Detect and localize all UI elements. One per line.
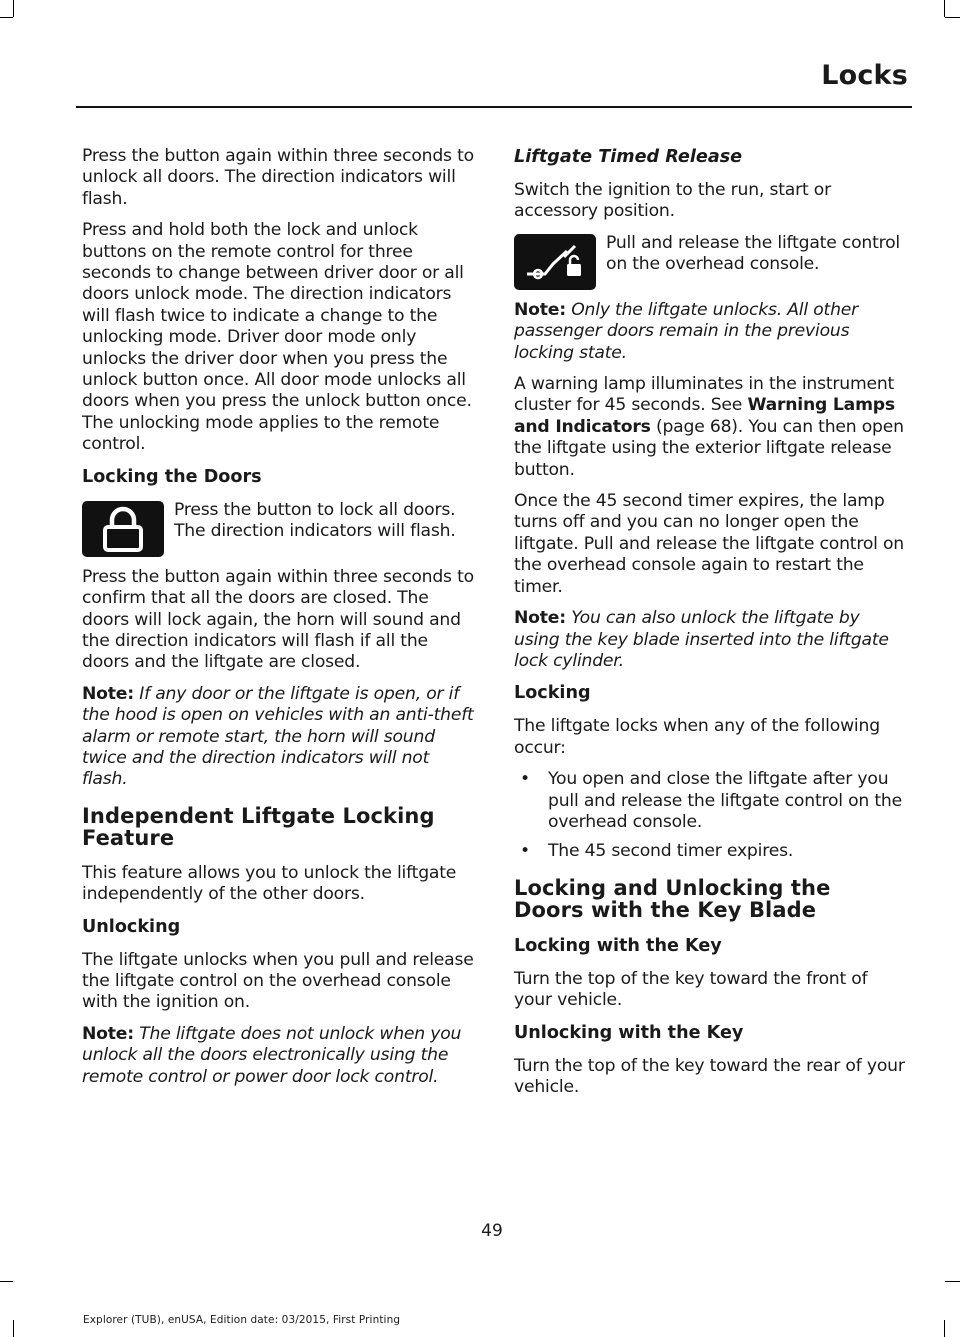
note-text: Only the liftgate unlocks. All other passenger doors remain in the previous locking state. bbox=[514, 299, 859, 363]
crop-mark bbox=[13, 0, 14, 17]
header-rule bbox=[76, 106, 912, 108]
note-label: Note: bbox=[82, 1023, 134, 1044]
bullet-list bbox=[514, 769, 906, 863]
paragraph: This feature allows you to unlock the liftgate independently of the other doors. bbox=[82, 862, 457, 905]
page-title: Locks bbox=[821, 60, 908, 91]
paragraph: Press and hold both the lock and unlock buttons on the remote control for three seconds to change between driver door or all doors unlock mode. The direction indicators will flash twice to indicate a change to the unlocking mode. Driver door mode only unlocks the driver door when you press the unlock button once. All door mode unlocks all doors when you press the unlock button once. The unlocking mode applies to the remote control. bbox=[82, 220, 472, 455]
crop-mark bbox=[13, 1320, 14, 1337]
paragraph: Turn the top of the key toward the rear of your vehicle. bbox=[514, 1055, 905, 1097]
note-label: Note: bbox=[514, 608, 566, 629]
crop-mark bbox=[944, 1320, 945, 1337]
subheading-unlocking: Unlocking bbox=[82, 916, 181, 937]
crop-mark bbox=[0, 1281, 13, 1282]
liftgate-icon-text: Pull and release the liftgate control on the overhead console. bbox=[606, 232, 901, 275]
crop-mark bbox=[945, 17, 960, 18]
subheading-timed-release: Liftgate Timed Release bbox=[514, 147, 743, 167]
cross-reference-link[interactable]: Warning Lamps and Indicators bbox=[514, 395, 895, 437]
paragraph: Once the 45 second timer expires, the lamp turns off and you can no longer open the liftgate. Pull and release the liftgate control on the overhead console again to restart the timer. bbox=[514, 491, 905, 597]
heading-key-blade: Locking and Unlocking the Doors with the Key Blade bbox=[514, 875, 831, 922]
paragraph: Turn the top of the key toward the front of your vehicle. bbox=[514, 968, 868, 1011]
liftgate-unlock-icon bbox=[514, 234, 596, 290]
note bbox=[514, 608, 906, 672]
lock-icon bbox=[82, 501, 164, 557]
right-column bbox=[514, 146, 906, 1108]
paragraph: Press the button again within three seconds to confirm that all the doors are closed. The doors will lock again, the horn will sound and the direction indicators will flash if all the doors and the liftgate are closed. bbox=[82, 566, 474, 673]
note-label: Note: bbox=[514, 299, 566, 320]
paragraph: Press the button again within three seconds to unlock all doors. The direction indicators will flash. bbox=[82, 146, 474, 209]
note-text: If any door or the liftgate is open, or if the hood is open on vehicles with an anti-theft alarm or remote start, the horn will sound twice and the direction indicators will not flash. bbox=[82, 683, 474, 790]
heading-independent-liftgate: Independent Liftgate Locking Feature bbox=[82, 803, 435, 850]
note bbox=[514, 300, 906, 364]
liftgate-instruction bbox=[514, 233, 906, 290]
list-item: • You open and close the liftgate after you pull and release the liftgate control on the overhead console. bbox=[514, 769, 906, 833]
note-text: You can also unlock the liftgate by using the key blade inserted into the liftgate lock cylinder. bbox=[514, 608, 889, 671]
left-column bbox=[82, 146, 474, 1098]
crop-mark bbox=[945, 1281, 960, 1282]
page-number: 49 bbox=[481, 1221, 503, 1241]
note-text: The liftgate does not unlock when you unlock all the doors electronically using the remote control or power door lock control. bbox=[82, 1023, 462, 1087]
subheading-locking: Locking bbox=[514, 683, 591, 704]
paragraph-warning-lamp bbox=[514, 374, 906, 481]
subheading-locking-key: Locking with the Key bbox=[514, 935, 722, 956]
lock-icon-text: Press the button to lock all doors. The direction indicators will flash. bbox=[174, 499, 456, 542]
text: (page 68). You can then open the liftgate using the exterior liftgate release button. bbox=[514, 416, 904, 480]
list-item: • The 45 second timer expires. bbox=[514, 841, 906, 862]
paragraph: The liftgate unlocks when you pull and release the liftgate control on the overhead console with the ignition on. bbox=[82, 949, 474, 1013]
lock-instruction bbox=[82, 500, 474, 557]
paragraph: Switch the ignition to the run, start or accessory position. bbox=[514, 180, 831, 222]
note-label: Note: bbox=[82, 683, 134, 704]
note bbox=[82, 684, 474, 791]
subheading-locking-doors: Locking the Doors bbox=[82, 466, 262, 487]
crop-mark bbox=[944, 0, 945, 17]
paragraph: The liftgate locks when any of the following occur: bbox=[514, 716, 880, 758]
text: A warning lamp illuminates in the instrument cluster for 45 seconds. See bbox=[514, 374, 895, 416]
note bbox=[82, 1024, 474, 1088]
subheading-unlocking-key: Unlocking with the Key bbox=[514, 1022, 744, 1043]
footer: Explorer (TUB), enUSA, Edition date: 03/2015, First Printing bbox=[83, 1314, 401, 1326]
crop-mark bbox=[0, 17, 13, 18]
